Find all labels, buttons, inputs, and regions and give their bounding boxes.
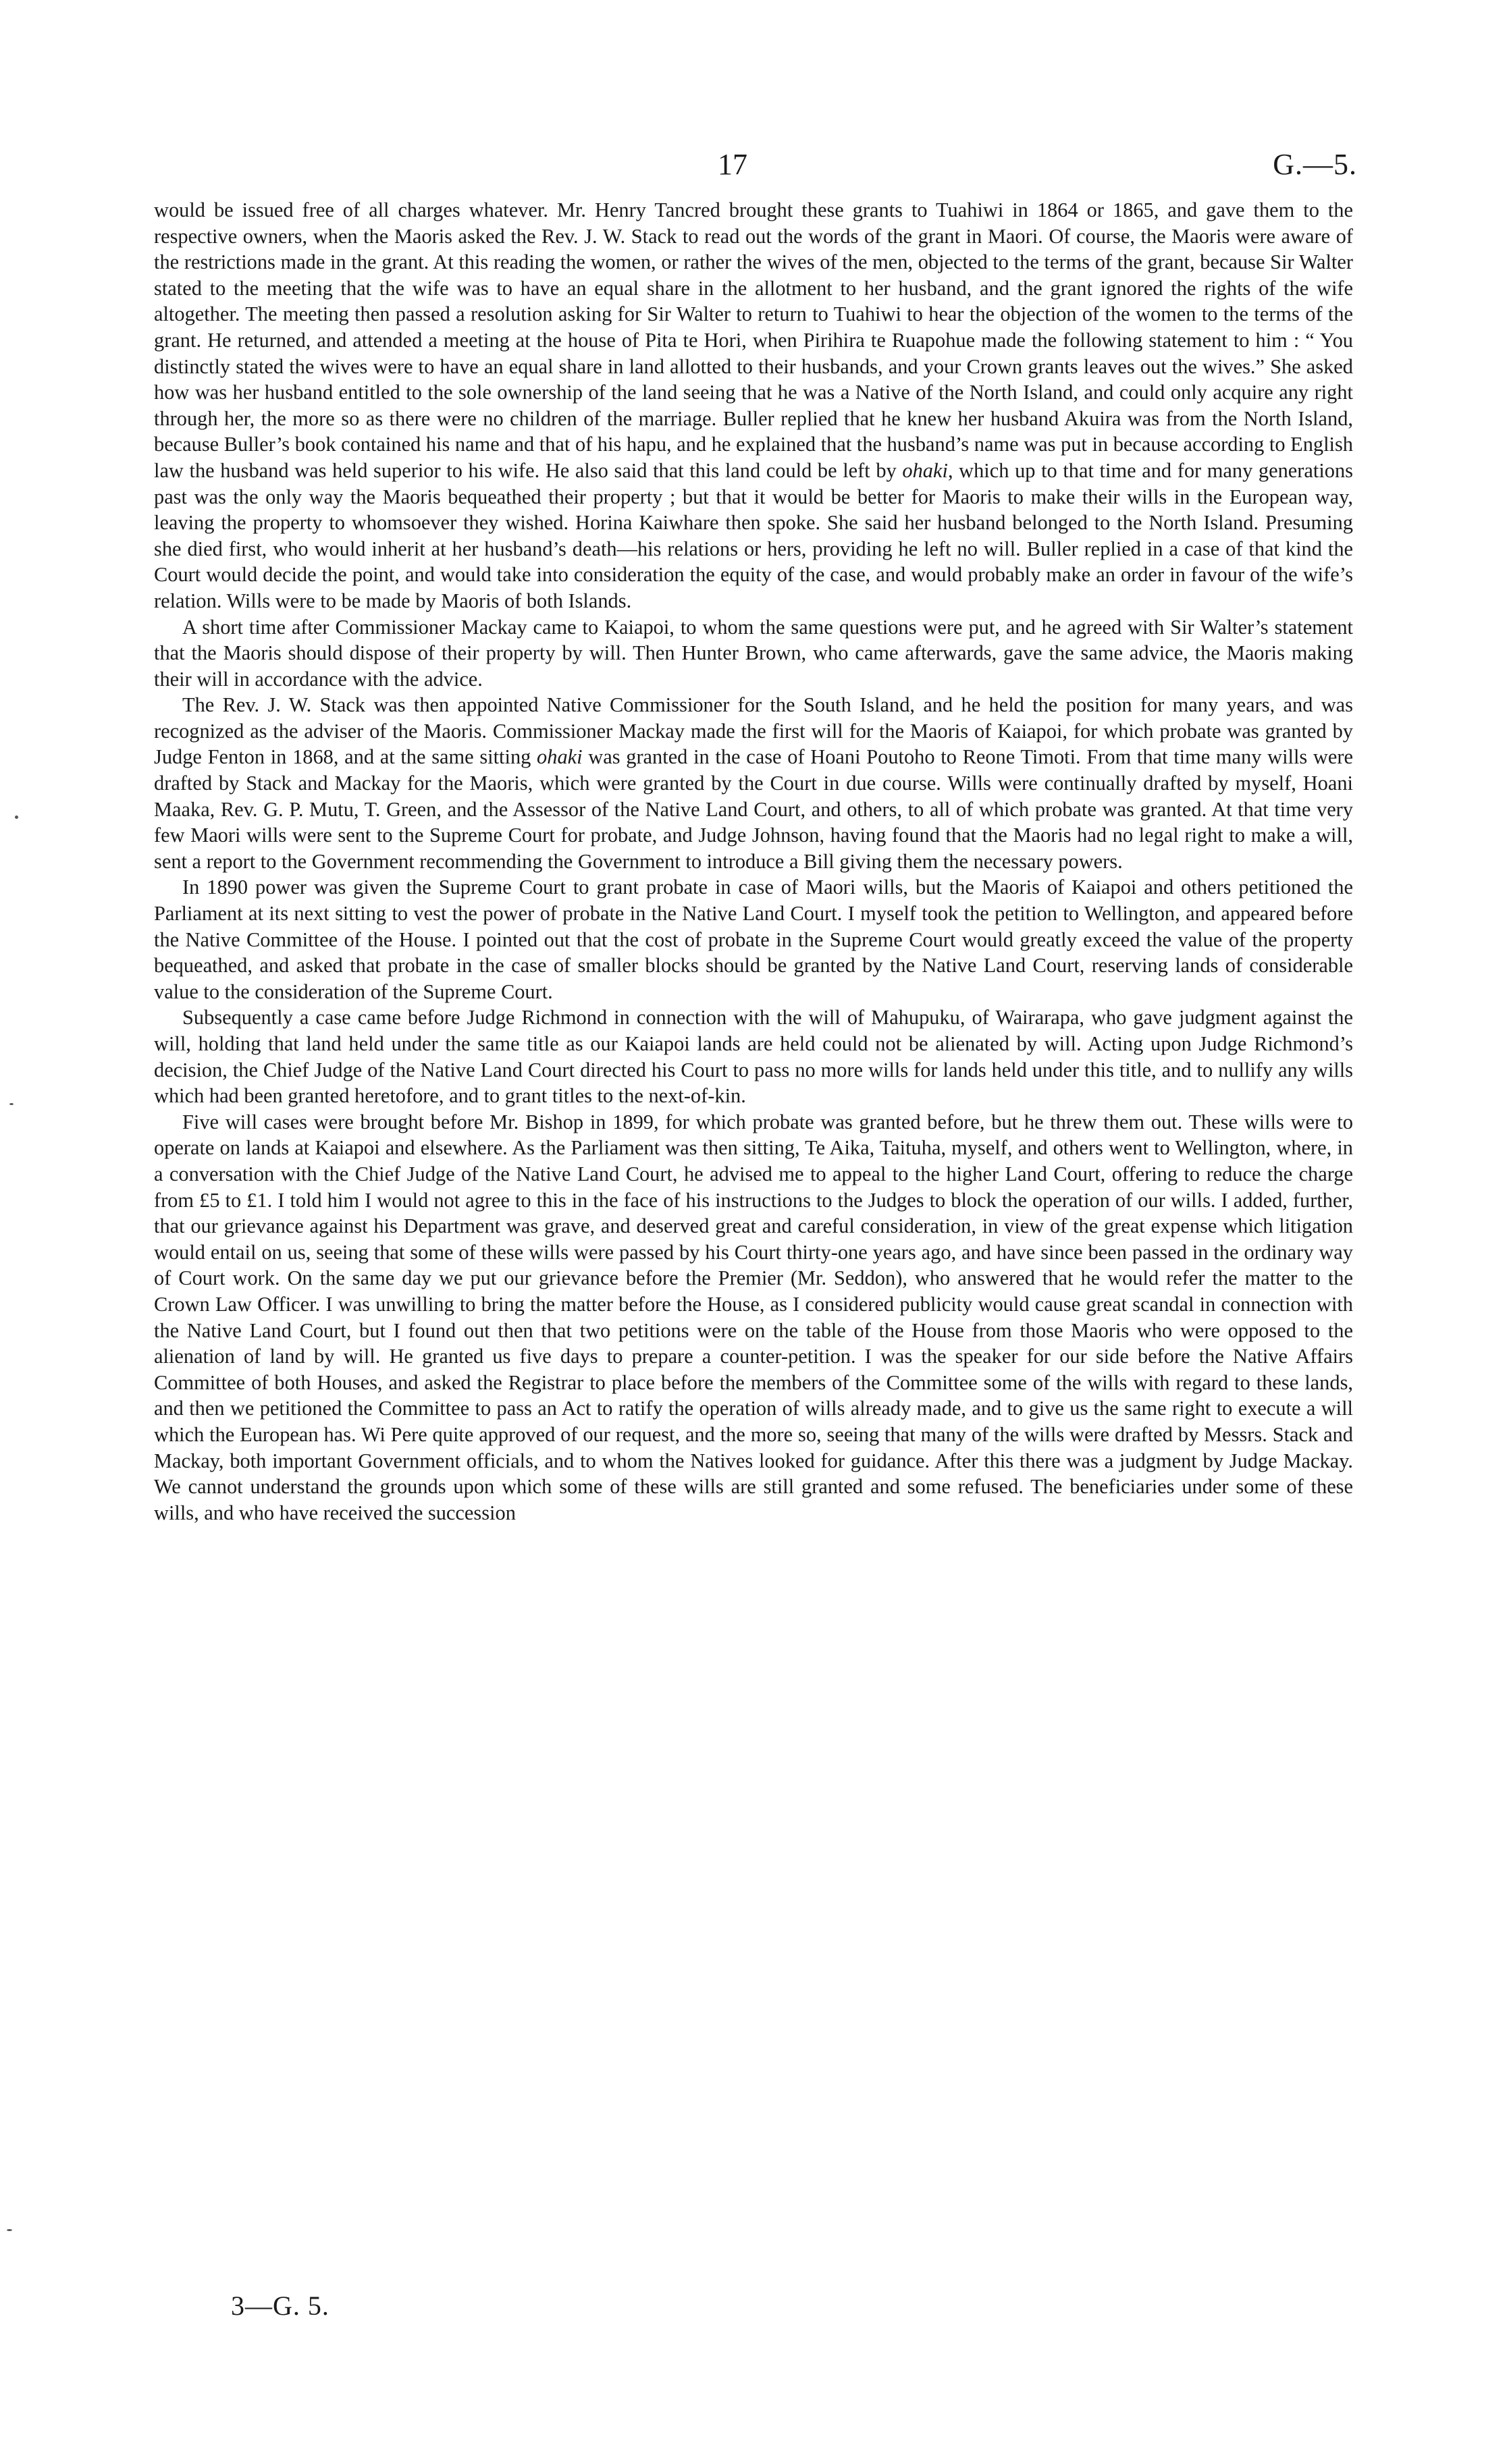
- scan-speck: [9, 1103, 14, 1105]
- scan-speck: [15, 815, 18, 819]
- paragraph-4: In 1890 power was given the Supreme Court to grant probate in case of Maori wills, but the Maoris of Kaiapoi and others petitioned the Parliament at its next sitting to vest the power of probate in the Native Land Court. I myself took the petition to Wellington, and appeared before the Native Committee of the House. I pointed out that the cost of probate in the Supreme Court would greatly exceed the value of the property bequeathed, and asked that probate in the case of smaller blocks should be granted by the Native Land Court, reserving lands of considerable value to the consideration of the Supreme Court.: [154, 876, 1353, 1003]
- paragraph-2: A short time after Commissioner Mackay came to Kaiapoi, to whom the same questions were put, and he agreed with Sir Walter’s statement that the Maoris should dispose of their property by will. Then Hunter Brown, who came afterwards, gave the same advice, the Maoris making their will in accordance with the advice.: [154, 615, 1353, 691]
- paragraph-3-italic-term: ohaki: [537, 745, 583, 769]
- page-number: 17: [718, 148, 747, 181]
- paragraph-1-part-a: would be issued free of all charges whatever. Mr. Henry Tancred brought these grants to Tuahiwi in 1864 or 1865, and gave them to the respective owners, when the Maoris asked the Rev. J. W. Stack to read out the words of the grant in Maori. Of course, the Maoris were aware of the restrictions made in the grant. At this reading the women, or rather the wives of the men, objected to the terms of the grant, because Sir Walter stated to the meeting that the wife was to have an equal share in the allotment to her husband, and the grant ignored the rights of the wife altogether. The meeting then passed a resolution asking for Sir Walter to return to Tuahiwi to hear the objection of the women to the terms of the grant. He returned, and attended a meeting at the house of Pita te Hori, when Pirihira te Ruapohue made the following statement to him : “ You distinctly stated the wives were to have an equal share in land allotted to their husbands, and your Crown grants leaves out the wives.” She asked how was her husband entitled to the sole ownership of the land seeing that he was a Native of the North Island, and could only acquire any right through her, the more so as there were no children of the marriage. Buller replied that he knew her husband Akuira was from the North Island, because Buller’s book contained his name and that of his hapu, and he explained that the husband’s name was put in because according to English law the husband was held superior to his wife. He also said that this land could be left by: [154, 198, 1353, 482]
- paragraph-1-italic-term: ohaki: [902, 458, 948, 482]
- paragraph-1: [154, 197, 1353, 614]
- paragraph-1-part-b: , which up to that time and for many generations past was the only way the Maoris bequeathed their property ; but that it would be better for Maoris to make their wills in the European way, leaving the property to whomsoever they wished. Horina Kaiwhare then spoke. She said her husband belonged to the North Island. Presuming she died first, who would inherit at her husband’s death—his relations or hers, providing he left no will. Buller replied in a case of that kind the Court would decide the point, and would take into consideration the equity of the case, and would probably make an order in favour of the wife’s relation. Wills were to be made by Maoris of both Islands.: [154, 458, 1354, 612]
- paragraph-6: Five will cases were brought before Mr. Bishop in 1899, for which probate was granted before, but he threw them out. These wills were to operate on lands at Kaiapoi and elsewhere. As the Parliament was then sitting, Te Aika, Taituha, myself, and others went to Wellington, where, in a conversation with the Chief Judge of the Native Land Court, he advised me to appeal to the higher Land Court, offering to reduce the charge from £5 to £1. I told him I would not agree to this in the face of his instructions to the Judges to block the operation of our wills. I added, further, that our grievance against his Department was grave, and deserved great and careful consideration, in view of the great expense which litigation would entail on us, seeing that some of these wills were passed by his Court thirty-one years ago, and have since been passed in the ordinary way of Court work. On the same day we put our grievance before the Premier (Mr. Seddon), who answered that he would refer the matter to the Crown Law Officer. I was unwilling to bring the matter before the House, as I considered publicity would cause great scandal in connection with the Native Land Court, but I found out then that two petitions were on the table of the House from those Maoris who were opposed to the alienation of land by will. He granted us five days to prepare a counter-petition. I was the speaker for our side before the Native Affairs Committee of both Houses, and asked the Registrar to place before the members of the Committee some of the wills with regard to these lands, and then we petitioned the Committee to pass an Act to ratify the operation of wills already made, and to give us the same right to execute a will which the European has. Wi Pere quite approved of our request, and the more so, seeing that many of the wills were drafted by Messrs. Stack and Mackay, both important Government officials, and to whom the Natives looked for guidance. After this there was a judgment by Judge Mackay. We cannot understand the grounds upon which some of these wills are still granted and some refused. The beneficiaries under some of these wills, and who have received the succession: [154, 1110, 1353, 1524]
- document-reference: G.—5.: [1273, 148, 1357, 181]
- paragraph-3-part-b: was granted in the case of Hoani Poutoho to Reone Timoti. From that time many wills were drafted by Stack and Mackay for the Maoris, which were granted by the Court in due course. Wills were continually drafted by myself, Hoani Maaka, Rev. G. P. Mutu, T. Green, and the Assessor of the Native Land Court, and others, to all of which probate was granted. At that time very few Maori wills were sent to the Supreme Court for probate, and Judge Johnson, having found that the Maoris had no legal right to make a will, sent a report to the Government recommending the Government to introduce a Bill giving them the necessary powers.: [154, 745, 1353, 873]
- body-text: [154, 197, 1353, 1526]
- paragraph-5: Subsequently a case came before Judge Richmond in connection with the will of Mahupuku, of Wairarapa, who gave judgment against the will, holding that land held under the same title as our Kaiapoi lands are held could not be alienated by will. Acting upon Judge Richmond’s decision, the Chief Judge of the Native Land Court directed his Court to pass no more wills for lands held under this title, and to nullify any wills which had been granted heretofore, and to grant titles to the next-of-kin.: [154, 1006, 1353, 1108]
- paragraph-3-part-a: The Rev. J. W. Stack was then appointed Native Commissioner for the South Island, and he held the position for many years, and was recognized as the adviser of the Maoris. Commissioner Mackay made the first will for the Maoris of Kaiapoi, for which probate was granted by Judge Fenton in 1868, and at the same sitting: [154, 693, 1353, 769]
- signature-mark: 3—G. 5.: [231, 2291, 329, 2321]
- scan-speck: [7, 2229, 12, 2231]
- paragraph-3: [154, 692, 1353, 874]
